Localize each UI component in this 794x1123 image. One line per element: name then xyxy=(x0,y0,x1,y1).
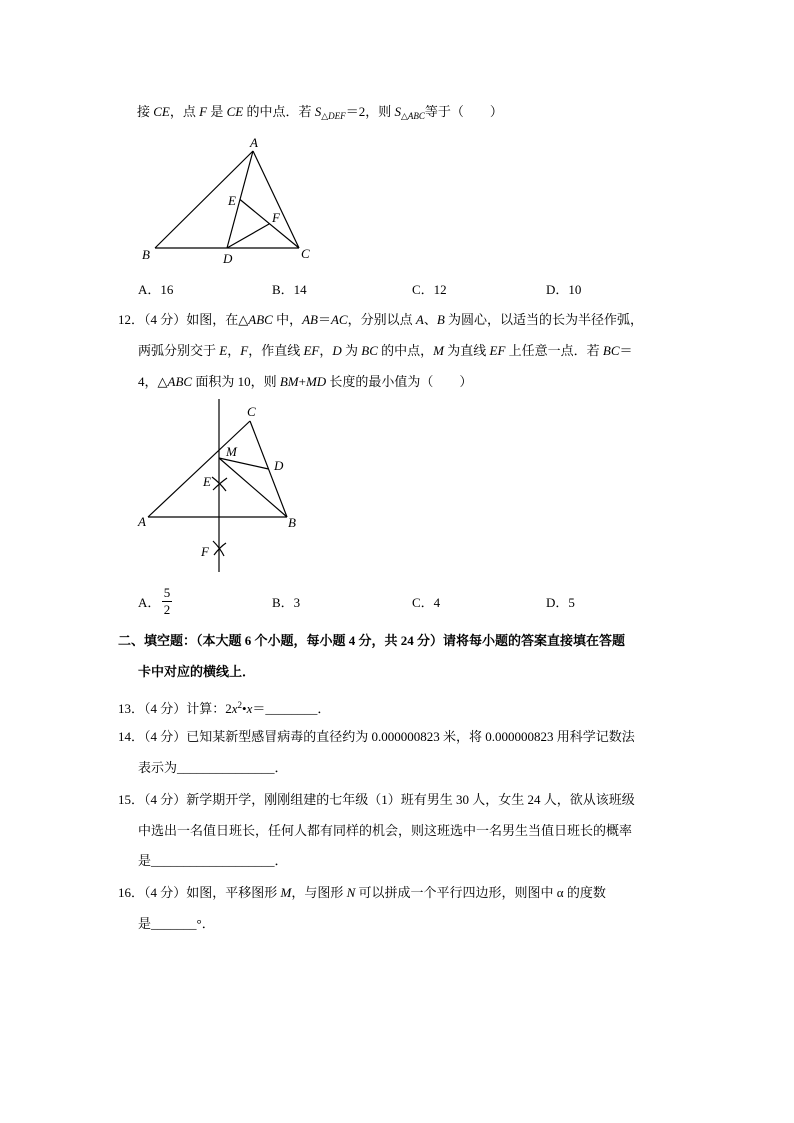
q12-label-a: A xyxy=(138,514,146,529)
text-run: ABC xyxy=(248,312,273,327)
text-run: ，与图形 xyxy=(291,885,347,900)
q11-option-c: C．12 xyxy=(412,282,447,297)
q14-line-1: 14．（4 分）已知某新型感冒病毒的直径约为 0.000000823 米，将 0.000000823 用科学记数法 xyxy=(118,729,635,744)
text-run: ，点 xyxy=(169,104,200,119)
text-run: 13．（4 分）计算：2 xyxy=(118,701,232,716)
text-run: 上任意一点．若 xyxy=(505,343,603,358)
text-run: 接 xyxy=(137,104,154,119)
text-run: 为圆心，以适当的长为半径作弧， xyxy=(444,312,644,327)
text-run: ， xyxy=(319,343,333,358)
q12-segment-md xyxy=(219,458,269,469)
text-run: △ABC xyxy=(400,111,425,121)
q15-line-3: 是___________________． xyxy=(138,853,288,868)
text-run: BC xyxy=(602,343,620,358)
q12-label-e: E xyxy=(203,474,211,489)
q16-line-1 xyxy=(118,883,606,903)
q12-option-a-prefix: A． xyxy=(138,595,161,610)
q15-line-1: 15．（4 分）新学期开学，刚刚组建的七年级（1）班有男生 30 人，女生 24 人，欲从该班级 xyxy=(118,792,635,807)
text-run: CE xyxy=(226,104,244,119)
q14-line-2: 表示为_______________． xyxy=(138,760,288,775)
text-run: CE xyxy=(153,104,170,119)
text-run: x xyxy=(246,701,253,716)
text-run: 16．（4 分）如图，平移图形 xyxy=(118,885,281,900)
text-run: 是 xyxy=(207,104,227,119)
text-run: 为 xyxy=(341,343,362,358)
q11-segment-ac xyxy=(253,151,299,248)
q12-label-d: D xyxy=(274,458,284,473)
q12-label-m: M xyxy=(226,444,237,459)
q12-label-f: F xyxy=(201,544,209,559)
text-run: 为直线 xyxy=(444,343,490,358)
text-run: BC xyxy=(361,343,378,358)
q12-stem-line-3 xyxy=(138,372,472,392)
text-run: 中， xyxy=(272,312,303,327)
q12-option-d: D．5 xyxy=(546,595,575,610)
text-run: ，作直线 xyxy=(248,343,304,358)
text-run: 的中点．若 xyxy=(243,104,315,119)
text-run: M xyxy=(280,885,292,900)
text-run: EF xyxy=(489,343,506,358)
text-run: M xyxy=(433,343,444,358)
text-run: A xyxy=(415,312,424,327)
text-run: F xyxy=(199,104,208,119)
section2-heading-line-1: 二、填空题：（本大题 6 个小题，每小题 4 分，共 24 分）请将每小题的答案直接填在答题 xyxy=(118,633,626,648)
q11-triangle-figure xyxy=(130,135,315,270)
q15-line-2: 中选出一名值日班长，任何人都有同样的机会，则这班选中一名男生当值日班长的概率 xyxy=(138,823,633,838)
text-run: BM xyxy=(279,374,299,389)
text-run: B xyxy=(436,312,445,327)
q12-option-b: B．3 xyxy=(272,595,301,610)
text-run: 4，△ xyxy=(138,374,168,389)
q12-stem-line-1 xyxy=(118,310,643,330)
q11-label-f: F xyxy=(272,210,280,225)
text-run: E xyxy=(219,343,228,358)
fraction-numerator: 5 xyxy=(163,585,171,600)
text-run: 、 xyxy=(423,312,437,327)
q11-label-a: A xyxy=(250,135,258,150)
q12-construction-figure xyxy=(130,395,310,580)
text-run: 等于（ ） xyxy=(424,104,503,119)
fraction-denominator: 2 xyxy=(163,602,171,617)
q11-label-c: C xyxy=(301,246,310,261)
text-run: ＝ xyxy=(619,343,633,358)
text-run: D xyxy=(332,343,342,358)
text-run: ＝ xyxy=(317,312,331,327)
q12-stem-line-2 xyxy=(138,341,633,361)
q12-option-a-fraction xyxy=(161,585,173,618)
q11-option-d: D．10 xyxy=(546,282,582,297)
text-run: AB xyxy=(302,312,318,327)
q11-segment-ab xyxy=(155,151,253,248)
q11-option-a: A．16 xyxy=(138,282,174,297)
text-run: ＝2，则 xyxy=(345,104,395,119)
q12-label-b: B xyxy=(288,515,296,530)
q12-segment-ac xyxy=(148,421,250,517)
text-run: 长度的最小值为（ ） xyxy=(326,374,473,389)
text-run: ABC xyxy=(167,374,193,389)
text-run: MD xyxy=(305,374,327,389)
text-run: + xyxy=(298,374,306,389)
text-run: S xyxy=(394,104,401,119)
text-run: F xyxy=(240,343,249,358)
section2-heading-line-2: 卡中对应的横线上． xyxy=(138,664,256,679)
q11-label-e: E xyxy=(228,193,236,208)
q16-line-2: 是_______°． xyxy=(138,916,215,931)
text-run: 2 xyxy=(237,700,243,710)
text-run: 的中点， xyxy=(377,343,434,358)
text-run: S xyxy=(314,104,322,119)
text-run: ，分别以点 xyxy=(347,312,416,327)
q11-label-b: B xyxy=(142,247,150,262)
text-run: 可以拼成一个平行四边形，则图中 α 的度数 xyxy=(355,885,606,900)
text-run: AC xyxy=(330,312,348,327)
text-run: 12．（4 分）如图，在△ xyxy=(118,312,249,327)
q11-segment-df xyxy=(227,224,270,248)
text-run: 两弧分别交于 xyxy=(138,343,220,358)
q13-line xyxy=(118,695,330,719)
text-run: EF xyxy=(303,343,320,358)
text-run: • xyxy=(242,701,247,716)
q12-option-c: C．4 xyxy=(412,595,441,610)
text-run: x xyxy=(231,701,238,716)
q12-label-c: C xyxy=(247,404,256,419)
q11-stem-line xyxy=(137,102,503,126)
q11-label-d: D xyxy=(223,251,233,266)
text-run: ， xyxy=(227,343,241,358)
text-run: ＝________． xyxy=(252,701,331,716)
text-run: N xyxy=(346,885,356,900)
q11-option-b: B．14 xyxy=(272,282,307,297)
text-run: 面积为 10，则 xyxy=(192,374,280,389)
text-run: △DEF xyxy=(321,111,346,121)
